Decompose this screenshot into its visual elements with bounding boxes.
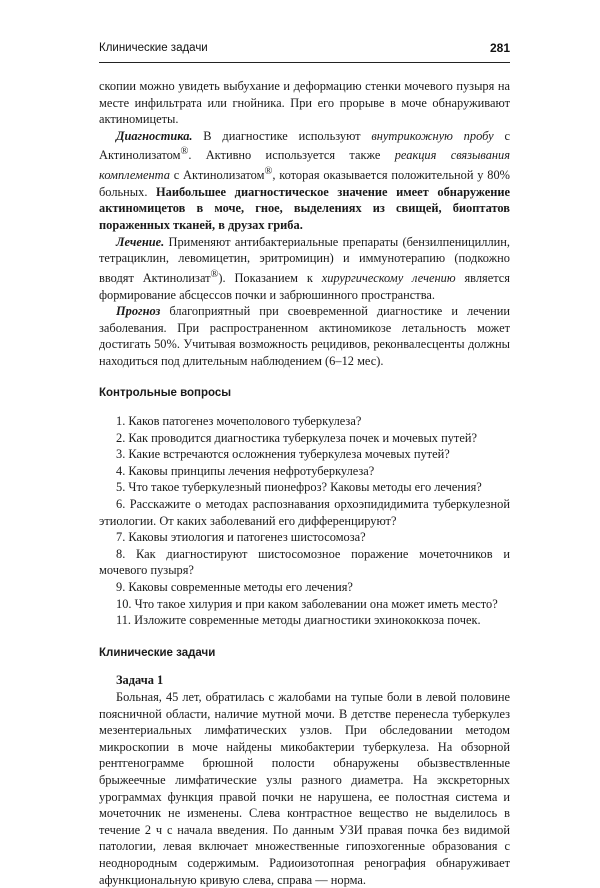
task-1-heading: Задача 1 [116,673,164,688]
treatment-text-2: ). Показанием к [218,270,322,285]
prognosis-paragraph [99,303,510,369]
question-item: 2. Как проводится диагностика туберкулеза почек и мочевых путей? [116,430,477,445]
question-item: 1. Каков патогенез мочеполового туберкулеза? [116,414,362,429]
registered-mark: ® [210,268,219,280]
diagnostics-bold-text: Наибольшее диагностическое значение имеет обнаружение актиномицетов в моче, гное, выделениях из свищей, биоптатов пораженных тканей, в друзах гриба. [99,184,510,232]
diagnostics-italic-2: реакция связывания комплемента [99,148,510,183]
intro-paragraph: скопии можно увидеть выбухание и деформацию стенки мочевого пузыря на месте инфильтрата или гнойника. При его прорыве в моче обнаруживают актиномицеты. [99,79,510,127]
control-questions-heading: Контрольные вопросы [99,387,232,400]
control-questions-list [99,413,510,629]
diagnostics-text-4: с Актинолизатом [169,168,265,183]
diagnostics-text-1: В диагностике используют [192,128,372,143]
question-item: 6. Расскажите о методах распознавания орхоэпидидимита туберкулезной этиологии. От каких заболеваний его дифференцируют? [99,497,510,528]
treatment-label: Лечение. [116,234,165,249]
treatment-paragraph [99,234,510,304]
prognosis-label: Прогноз [116,304,161,319]
clinical-tasks-heading: Клинические задачи [99,646,216,659]
diagnostics-text-5: , которая оказывается положительной у 80% больных. [99,168,510,199]
header-rule [99,62,510,63]
diagnostics-text-2: с Актинолизатом [99,128,510,163]
running-header-title: Клинические задачи [99,42,208,54]
registered-mark: ® [180,146,189,158]
page-number: 281 [489,41,510,55]
question-item: 10. Что такое хилурия и при каком заболевании она может иметь место? [116,596,498,611]
treatment-italic: хирургическому лечению [321,270,456,285]
task-1-text: Больная, 45 лет, обратилась с жалобами на тупые боли в левой половине поясничной области, наличие мутной мочи. В детстве перенесла туберкулез мезентериальных лимфатических узлов. При обследовании методом микроскопии в моче найдены микобактерии туберкулеза. На обзорной рентгенограмме брюшной полости обнаружены обызвествленные брыжеечные лимфатические узлы разного диаметра. На экскреторных урограммах функция правой почки не нарушена, ее полостная система и мочеточник не изменены. Слева контрастное вещество не выделилось в течение 2 ч с начала введения. По данным УЗИ правая почка без видимой патологии, левая включает множественные гипоэхогенные образования с неоднородным содержимым. Радиоизотопная ренография обнаруживает афункциональную кривую слева, справа — норма. [99,689,510,887]
question-item: 8. Как диагностируют шистосомозное поражение мочеточников и мочевого пузыря? [99,546,510,578]
question-item: 4. Каковы принципы лечения нефротуберкулеза? [116,463,375,478]
question-item: 5. Что такое туберкулезный пионефроз? Каковы методы его лечения? [116,480,482,495]
treatment-text-1: Применяют антибактериальные препараты (бензилпенициллин, тетрациклин, левомицетин, эритромицин) и иммунотерапию (подкожно вводят Актинолизат [99,234,510,285]
question-item: 11. Изложите современные методы диагностики эхинококкоза почек. [116,613,481,628]
question-item: 7. Каковы этиология и патогенез шистосомоза? [116,530,366,545]
diagnostics-label: Диагностика. [116,128,193,143]
diagnostics-italic-1: внутрикожную пробу [371,128,494,143]
diagnostics-text-3: . Активно используется также [188,148,395,163]
body-text [99,78,510,888]
diagnostics-paragraph [99,128,510,234]
treatment-text-3: является формирование абсцессов почки и забрюшинного пространства. [99,270,510,302]
question-item: 9. Каковы современные методы его лечения? [116,580,353,594]
running-header [99,38,510,58]
registered-mark: ® [264,166,273,178]
question-item: 3. Какие встречаются осложнения туберкулеза мочевых путей? [116,447,450,462]
prognosis-text: благоприятный при своевременной диагностике и лечении заболевания. При распространенном актиномикозе летальность может достигать 50%. Учитывая возможность рецидивов, реконвалесценты должны находиться под длительным наблюдением (6–12 мес). [99,304,510,368]
